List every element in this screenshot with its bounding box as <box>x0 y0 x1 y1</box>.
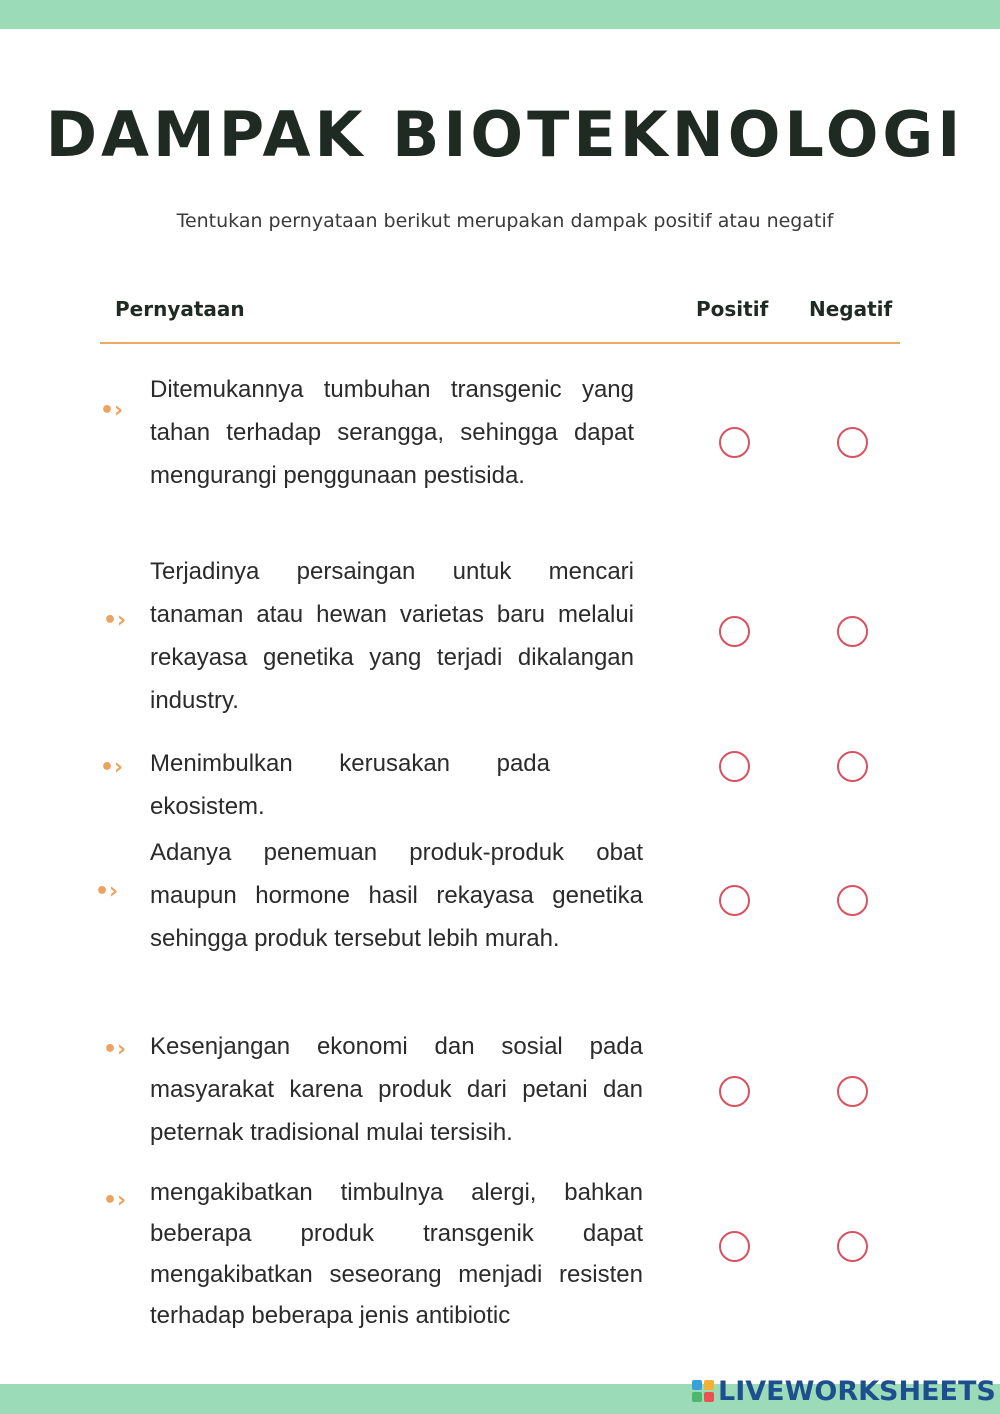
statement-1: Ditemukannya tumbuhan transgenic yang tahan terhadap serangga, sehingga dapat mengurangi penggunaan pestisida. <box>150 376 634 489</box>
top-band <box>0 0 1000 29</box>
radio-positive-1[interactable] <box>719 427 750 458</box>
statement-5: Kesenjangan ekonomi dan sosial pada masyarakat karena produk dari petani dan peternak tradisional mulai tersisih. <box>150 1033 643 1146</box>
radio-negative-4[interactable] <box>837 885 868 916</box>
radio-negative-6[interactable] <box>837 1231 868 1262</box>
radio-positive-5[interactable] <box>719 1076 750 1107</box>
radio-negative-2[interactable] <box>837 616 868 647</box>
liveworksheets-logo-icon <box>692 1380 714 1402</box>
bullet-icon: •› <box>100 398 124 423</box>
radio-positive-3[interactable] <box>719 751 750 782</box>
bullet-icon: •› <box>103 608 127 633</box>
bullet-icon: •› <box>95 879 119 904</box>
bullet-icon: •› <box>100 755 124 780</box>
liveworksheets-logo[interactable] <box>692 1376 996 1406</box>
radio-negative-3[interactable] <box>837 751 868 782</box>
statement-6: mengakibatkan timbulnya alergi, bahkan beberapa produk transgenik dapat mengakibatkan seseorang menjadi resisten terhadap beberapa jenis antibiotic <box>150 1179 643 1329</box>
statement-2: Terjadinya persaingan untuk mencari tanaman atau hewan varietas baru melalui rekayasa genetika yang terjadi dikalangan industry. <box>150 558 634 714</box>
column-header-negative: Negatif <box>809 297 893 321</box>
radio-negative-1[interactable] <box>837 427 868 458</box>
branding-text: LIVEWORKSHEETS <box>718 1375 996 1407</box>
column-header-statement: Pernyataan <box>115 297 245 321</box>
statement-4: Adanya penemuan produk-produk obat maupun hormone hasil rekayasa genetika sehingga produk tersebut lebih murah. <box>150 839 643 952</box>
page-title: DAMPAK BIOTEKNOLOGI <box>45 98 965 171</box>
radio-positive-2[interactable] <box>719 616 750 647</box>
header-divider <box>100 342 900 344</box>
bullet-icon: •› <box>103 1037 127 1062</box>
radio-negative-5[interactable] <box>837 1076 868 1107</box>
radio-positive-4[interactable] <box>719 885 750 916</box>
instructions: Tentukan pernyataan berikut merupakan dampak positif atau negatif <box>176 210 834 232</box>
statement-3: Menimbulkan kerusakan pada ekosistem. <box>150 750 550 820</box>
column-header-positive: Positif <box>696 297 769 321</box>
bullet-icon: •› <box>103 1188 127 1213</box>
radio-positive-6[interactable] <box>719 1231 750 1262</box>
